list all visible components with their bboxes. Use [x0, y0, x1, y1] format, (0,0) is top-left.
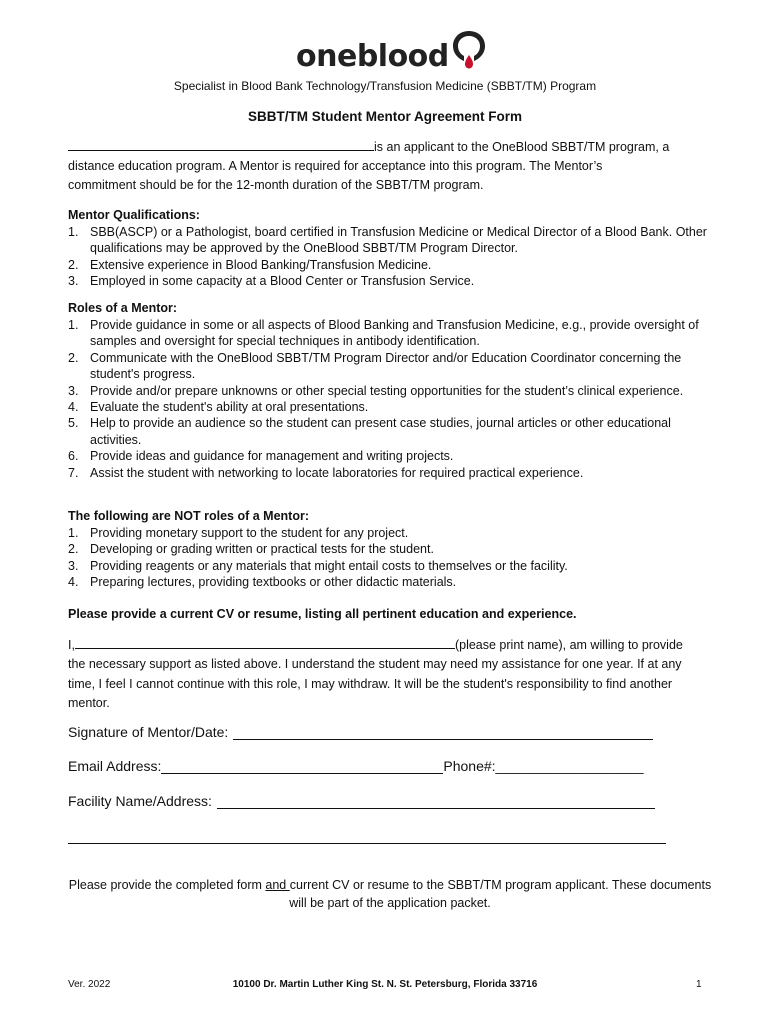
list-item-text: Help to provide an audience so the student can present case studies, journal articles or other educational activities.	[90, 416, 671, 447]
list-item-text: Provide guidance in some or all aspects of Blood Banking and Transfusion Medicine, e.g., provide oversight of samples and oversight for special techniques in antibody identification.	[90, 318, 699, 349]
applicant-name-blank[interactable]	[68, 138, 374, 151]
signature-label: Signature of Mentor/Date:	[68, 724, 229, 740]
facility-line[interactable]	[217, 793, 655, 809]
not-roles-list	[68, 525, 708, 591]
list-item	[68, 558, 708, 574]
list-item	[68, 574, 708, 590]
list-item	[68, 525, 708, 541]
intro-paragraph	[68, 138, 708, 195]
list-item	[68, 541, 708, 557]
closing-underlined: and	[265, 878, 290, 892]
list-item-text: Evaluate the student's ability at oral presentations.	[90, 400, 369, 415]
list-item-number: 1.	[68, 318, 79, 332]
list-item-number: 3.	[68, 383, 79, 398]
intro-line-2: distance education program. A Mentor is required for acceptance into this program. The Mentor’s	[68, 159, 603, 173]
footer-address: 10100 Dr. Martin Luther King St. N. St. Petersburg, Florida 33716	[232, 979, 538, 990]
qualifications-heading: Mentor Qualifications:	[68, 208, 200, 222]
list-item	[68, 350, 708, 383]
closing-instructions	[60, 876, 720, 912]
pledge-after-blank: (please print name), am willing to	[454, 638, 639, 652]
list-item-number: 4.	[68, 575, 79, 590]
list-item-number: 2.	[68, 350, 79, 365]
list-item-number: 1.	[68, 225, 79, 239]
list-item-number: 3.	[68, 274, 79, 289]
closing-part-1: Please provide the completed form	[68, 878, 266, 892]
list-item	[68, 257, 708, 273]
closing-part-2: current CV or resume to the SBBT/TM program applicant. These documents will be part of the application packet.	[289, 878, 712, 910]
list-item-text: Provide ideas and guidance for management and writing projects.	[90, 449, 454, 464]
list-item	[68, 465, 708, 481]
list-item-text: Providing monetary support to the student for any project.	[90, 526, 409, 540]
email-phone-field	[68, 758, 643, 774]
list-item-number: 4.	[68, 400, 79, 415]
list-item-text: Developing or grading written or practical tests for the student.	[90, 542, 434, 557]
list-item	[68, 448, 708, 464]
cv-request: Please provide a current CV or resume, listing all pertinent education and experience.	[68, 607, 577, 621]
list-item-text: Provide and/or prepare unknowns or other special testing opportunities for the student’s clinical experience.	[90, 383, 684, 398]
pledge-paragraph	[68, 636, 688, 714]
list-item-text: SBB(ASCP) or a Pathologist, board certified in Transfusion Medicine or Medical Director of a Blood Bank. Other qualifications may be approved by the OneBlood SBBT/TM Program Director.	[90, 225, 707, 256]
logo-wordmark: oneblood	[296, 39, 449, 74]
list-item	[68, 415, 708, 448]
list-item-number: 2.	[68, 542, 79, 557]
list-item	[68, 224, 708, 257]
list-item-text: Providing reagents or any materials that might entail costs to themselves or the facility.	[90, 558, 568, 573]
facility-label: Facility Name/Address:	[68, 793, 212, 809]
qualifications-list	[68, 224, 708, 290]
email-label: Email Address:	[68, 758, 162, 774]
list-item-text: Employed in some capacity at a Blood Center or Transfusion Service.	[90, 274, 475, 289]
program-subtitle: Specialist in Blood Bank Technology/Transfusion Medicine (SBBT/TM) Program	[173, 79, 597, 93]
list-item	[68, 273, 708, 289]
list-item-number: 7.	[68, 465, 79, 480]
list-item-text: Assist the student with networking to locate laboratories for required practical experience.	[90, 465, 584, 480]
list-item-number: 6.	[68, 449, 79, 464]
phone-label: Phone#:	[443, 758, 496, 774]
list-item-text: Extensive experience in Blood Banking/Transfusion Medicine.	[90, 257, 432, 272]
list-item	[68, 399, 708, 415]
email-line[interactable]	[161, 758, 443, 774]
footer-page-number: 1	[696, 979, 702, 990]
form-title: SBBT/TM Student Mentor Agreement Form	[247, 109, 522, 124]
footer-version: Ver. 2022	[68, 979, 111, 990]
pledge-rest: provide the necessary support as listed above. I understand the student may need my assistance for one year. If at any time, I feel I cannot continue with this role, I may withdraw. It will be the student's responsibility to find another mentor.	[68, 638, 683, 711]
list-item	[68, 317, 708, 350]
phone-line[interactable]: ___________________	[495, 758, 644, 774]
not-roles-section	[68, 508, 708, 591]
not-roles-heading: The following are NOT roles of a Mentor:	[68, 509, 309, 523]
list-item-number: 1.	[68, 526, 79, 540]
mentor-print-name-blank[interactable]	[75, 636, 455, 649]
roles-section	[68, 300, 708, 481]
roles-heading: Roles of a Mentor:	[68, 301, 178, 315]
pledge-prefix: I,	[68, 638, 75, 652]
list-item-text: Communicate with the OneBlood SBBT/TM Program Director and/or Education Coordinator concerning the student's progress.	[90, 350, 682, 382]
list-item-number: 2.	[68, 257, 79, 272]
signature-field	[68, 724, 653, 740]
list-item	[68, 383, 708, 399]
roles-list	[68, 317, 708, 481]
intro-line-1: is an applicant to the OneBlood SBBT/TM program, a	[374, 140, 670, 154]
signature-line[interactable]	[233, 724, 653, 740]
list-item-text: Preparing lectures, providing textbooks or other didactic materials.	[90, 575, 457, 590]
facility-address-line-2[interactable]	[68, 843, 666, 844]
qualifications-section	[68, 207, 708, 290]
list-item-number: 3.	[68, 558, 79, 573]
oneblood-logo	[296, 28, 487, 72]
facility-field	[68, 793, 655, 809]
intro-line-3: commitment should be for the 12-month duration of the SBBT/TM program.	[68, 178, 484, 192]
list-item-number: 5.	[68, 416, 79, 431]
blood-drop-logo-icon	[451, 28, 487, 72]
